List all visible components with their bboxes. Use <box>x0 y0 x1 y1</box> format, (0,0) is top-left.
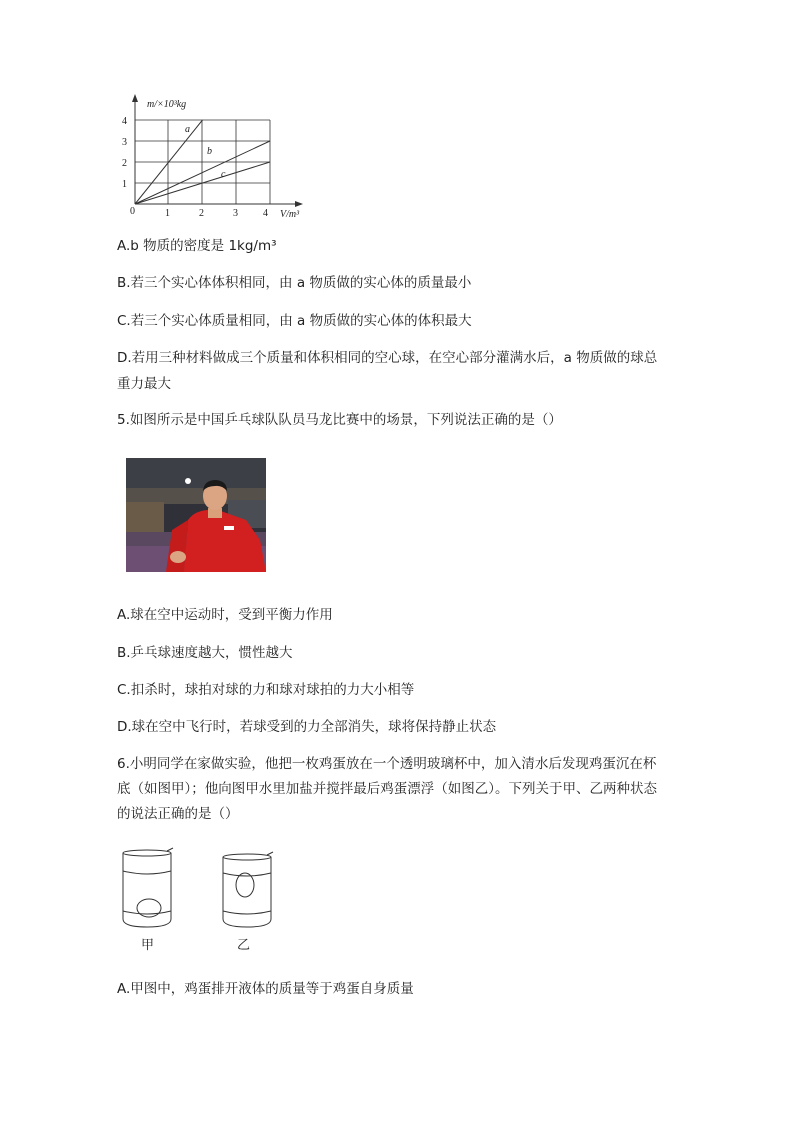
y-tick-1: 1 <box>122 179 127 190</box>
line-b-label: b <box>207 146 212 157</box>
label-yi: 乙 <box>237 938 251 953</box>
y-tick-2: 2 <box>122 158 127 169</box>
q4-option-a: A.b 物质的密度是 1kg/m³ <box>117 238 277 254</box>
q5-option-c: C.扣杀时，球拍对球的力和球对球拍的力大小相等 <box>117 682 415 698</box>
graph-line-b <box>135 141 270 204</box>
x-axis-label: V/m³ <box>280 209 300 220</box>
line-a-label: a <box>185 124 190 135</box>
q6-stem-line3: 的说法正确的是（） <box>117 806 239 822</box>
x-tick-3: 3 <box>233 208 238 219</box>
beaker-jia <box>123 848 173 927</box>
q5-stem: 5.如图所示是中国乒乓球队队员马龙比赛中的场景，下列说法正确的是（） <box>117 412 562 428</box>
origin-label: 0 <box>130 206 135 217</box>
egg-beakers-figure <box>115 845 285 957</box>
q4-option-d-line1: D.若用三种材料做成三个质量和体积相同的空心球，在空心部分灌满水后，a 物质做的球总 <box>117 350 658 366</box>
q4-option-c: C.若三个实心体质量相同，由 a 物质做的实心体的体积最大 <box>117 313 472 329</box>
x-axis-arrow <box>295 201 303 207</box>
q6-option-a: A.甲图中，鸡蛋排开液体的质量等于鸡蛋自身质量 <box>117 981 414 997</box>
q5-option-a: A.球在空中运动时，受到平衡力作用 <box>117 607 333 623</box>
q6-stem-line2: 底（如图甲）；他向图甲水里加盐并搅拌最后鸡蛋漂浮（如图乙）。下列关于甲、乙两种状态 <box>117 781 657 797</box>
grid <box>135 120 270 204</box>
y-tick-4: 4 <box>122 116 127 127</box>
y-tick-3: 3 <box>122 137 127 148</box>
table-tennis-photo <box>126 458 266 572</box>
beaker-yi <box>223 852 273 927</box>
mass-volume-graph <box>117 92 317 222</box>
y-axis-label: m/×10³kg <box>147 99 187 110</box>
q6-stem-line1: 6.小明同学在家做实验，他把一枚鸡蛋放在一个透明玻璃杯中，加入清水后发现鸡蛋沉在杯 <box>117 756 657 772</box>
q5-option-d: D.球在空中飞行时，若球受到的力全部消失，球将保持静止状态 <box>117 719 497 735</box>
egg-floating <box>236 873 254 897</box>
x-tick-1: 1 <box>165 208 170 219</box>
x-tick-2: 2 <box>199 208 204 219</box>
x-tick-4: 4 <box>263 208 268 219</box>
line-c-label: c <box>221 169 226 180</box>
q4-option-b: B.若三个实心体体积相同，由 a 物质做的实心体的质量最小 <box>117 275 472 291</box>
q4-option-d-line2: 重力最大 <box>117 376 171 392</box>
label-jia: 甲 <box>141 938 155 953</box>
q5-option-b: B.乒乓球速度越大，惯性越大 <box>117 645 293 661</box>
y-axis-arrow <box>132 94 138 102</box>
